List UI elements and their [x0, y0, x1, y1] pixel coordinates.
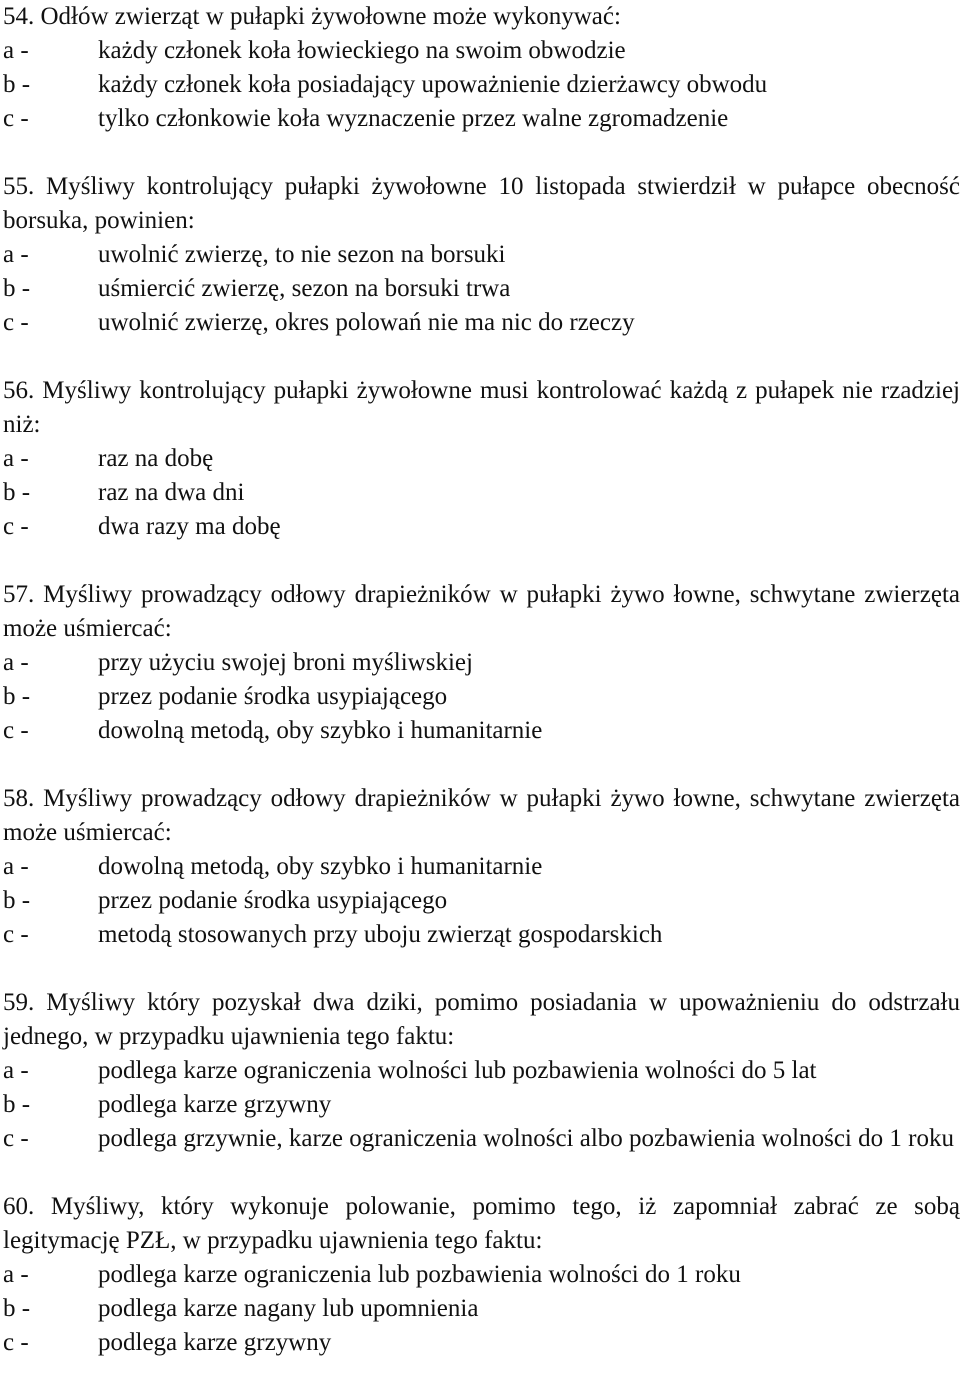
- answer-c: [3, 918, 960, 952]
- answer-b: [3, 884, 960, 918]
- answer-text: podlega karze ograniczenia lub pozbawienia wolności do 1 roku: [98, 1261, 741, 1288]
- answer-a: [3, 1054, 960, 1088]
- answer-b: [3, 68, 960, 102]
- answer-letter: a -: [3, 37, 29, 64]
- answer-letter: a -: [3, 649, 29, 676]
- answer-letter: c -: [3, 513, 29, 540]
- question-text: 57. Myśliwy prowadzący odłowy drapieżników w pułapki żywo łowne, schwytane zwierzęta może uśmiercać:: [3, 581, 960, 642]
- answer-text: podlega grzywnie, karze ograniczenia wolności albo pozbawienia wolności do 1 roku: [98, 1125, 954, 1152]
- answer-text: przy użyciu swojej broni myśliwskiej: [98, 649, 473, 676]
- answer-text: dowolną metodą, oby szybko i humanitarnie: [98, 853, 543, 880]
- answer-text: każdy członek koła posiadający upoważnienie dzierżawcy obwodu: [98, 71, 768, 98]
- answer-a: [3, 442, 960, 476]
- answer-b: [3, 1088, 960, 1122]
- answer-c: [3, 510, 960, 544]
- answer-letter: b -: [3, 1091, 31, 1118]
- answer-letter: c -: [3, 1125, 29, 1152]
- answer-a: [3, 34, 960, 68]
- answer-b: [3, 680, 960, 714]
- question-text: 55. Myśliwy kontrolujący pułapki żywołowne 10 listopada stwierdził w pułapce obecność borsuka, powinien:: [3, 173, 960, 234]
- answer-text: każdy członek koła łowieckiego na swoim obwodzie: [98, 37, 626, 64]
- question-59: [3, 986, 960, 1156]
- answer-letter: a -: [3, 241, 29, 268]
- question-text: 60. Myśliwy, który wykonuje polowanie, pomimo tego, iż zapomniał zabrać ze sobą legitymację PZŁ, w przypadku ujawnienia tego faktu:: [3, 1193, 960, 1254]
- question-55: [3, 170, 960, 340]
- answer-text: tylko członkowie koła wyznaczenie przez walne zgromadzenie: [98, 105, 729, 132]
- answer-c: [3, 1122, 960, 1156]
- question-58: [3, 782, 960, 952]
- question-text: 54. Odłów zwierząt w pułapki żywołowne może wykonywać:: [3, 3, 621, 30]
- answer-a: [3, 1258, 960, 1292]
- answer-c: [3, 102, 960, 136]
- answer-b: [3, 1292, 960, 1326]
- answer-letter: a -: [3, 1261, 29, 1288]
- question-54: [3, 0, 960, 136]
- answer-letter: b -: [3, 275, 31, 302]
- answer-c: [3, 714, 960, 748]
- answer-c: [3, 1326, 960, 1360]
- answer-b: [3, 476, 960, 510]
- answer-text: raz na dobę: [98, 445, 214, 472]
- answer-text: podlega karze nagany lub upomnienia: [98, 1295, 479, 1322]
- answer-text: uśmiercić zwierzę, sezon na borsuki trwa: [98, 275, 511, 302]
- answer-a: [3, 646, 960, 680]
- question-56: [3, 374, 960, 544]
- answer-letter: a -: [3, 853, 29, 880]
- question-57: [3, 578, 960, 748]
- question-text: 58. Myśliwy prowadzący odłowy drapieżników w pułapki żywo łowne, schwytane zwierzęta może uśmiercać:: [3, 785, 960, 846]
- answer-text: uwolnić zwierzę, to nie sezon na borsuki: [98, 241, 506, 268]
- answer-b: [3, 272, 960, 306]
- answer-text: podlega karze ograniczenia wolności lub pozbawienia wolności do 5 lat: [98, 1057, 817, 1084]
- answer-letter: a -: [3, 1057, 29, 1084]
- question-60: [3, 1190, 960, 1360]
- answer-letter: a -: [3, 445, 29, 472]
- answer-letter: c -: [3, 105, 29, 132]
- answer-text: raz na dwa dni: [98, 479, 245, 506]
- answer-text: przez podanie środka usypiającego: [98, 887, 448, 914]
- answer-letter: b -: [3, 683, 31, 710]
- answer-text: metodą stosowanych przy uboju zwierząt gospodarskich: [98, 921, 663, 948]
- answer-text: podlega karze grzywny: [98, 1329, 332, 1356]
- answer-letter: c -: [3, 921, 29, 948]
- answer-letter: b -: [3, 479, 31, 506]
- answer-text: uwolnić zwierzę, okres polowań nie ma nic do rzeczy: [98, 309, 635, 336]
- answer-text: dwa razy ma dobę: [98, 513, 281, 540]
- answer-text: przez podanie środka usypiającego: [98, 683, 448, 710]
- answer-letter: c -: [3, 717, 29, 744]
- question-text: 59. Myśliwy który pozyskał dwa dziki, pomimo posiadania w upoważnieniu do odstrzału jednego, w przypadku ujawnienia tego faktu:: [3, 989, 960, 1050]
- question-text: 56. Myśliwy kontrolujący pułapki żywołowne musi kontrolować każdą z pułapek nie rzadziej niż:: [3, 377, 960, 438]
- answer-a: [3, 238, 960, 272]
- answer-letter: c -: [3, 1329, 29, 1356]
- answer-text: dowolną metodą, oby szybko i humanitarnie: [98, 717, 543, 744]
- answer-a: [3, 850, 960, 884]
- answer-letter: b -: [3, 71, 31, 98]
- answer-letter: c -: [3, 309, 29, 336]
- answer-letter: b -: [3, 887, 31, 914]
- answer-letter: b -: [3, 1295, 31, 1322]
- answer-c: [3, 306, 960, 340]
- answer-text: podlega karze grzywny: [98, 1091, 332, 1118]
